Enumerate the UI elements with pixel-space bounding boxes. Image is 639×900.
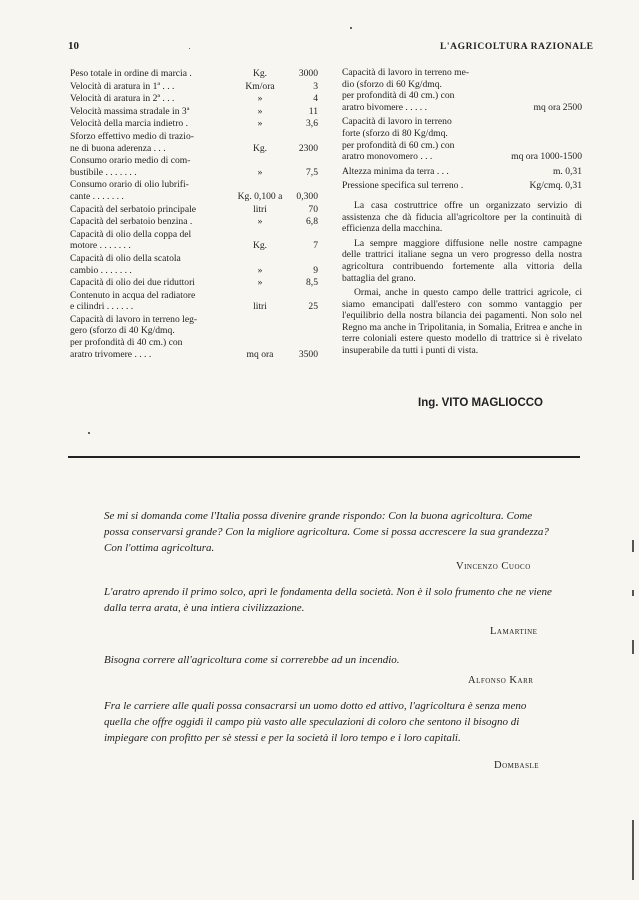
spec-value: 4	[313, 93, 318, 105]
spec-label	[70, 314, 236, 360]
spec-value: 11	[308, 105, 318, 117]
spec-label	[70, 216, 236, 228]
spec-value: 3,6	[306, 118, 318, 130]
spec-value: 3000	[298, 68, 318, 79]
label-line: Consumo orario di olio lubrifi-	[70, 179, 189, 191]
spec-unit: litri	[253, 301, 267, 313]
spec-unit: »	[257, 264, 263, 276]
label-line: ne di buona aderenza . . .	[70, 142, 166, 154]
label-line: dio (sforzo di 60 Kg/dmq.	[342, 78, 442, 90]
label-line: aratro trivomere . . . .	[70, 348, 152, 360]
spec-row	[70, 131, 318, 154]
spec-unit: Kg.	[252, 240, 268, 252]
spec-row	[70, 118, 318, 130]
spec-row	[70, 155, 318, 178]
print-speck	[350, 27, 352, 29]
running-title: L'AGRICOLTURA RAZIONALE	[440, 42, 594, 52]
spec-row	[70, 290, 318, 313]
label-line: Sforzo effettivo medio di trazio-	[70, 130, 194, 142]
spec-row	[70, 253, 318, 276]
quote-lamartine: L'aratro aprendo il primo solco, aprì le fondamenta della società. Non è il solo frumento che ne viene dalla terra arata, è una intiera civilizzazione.	[104, 586, 552, 614]
quote-cuoco: Se mi si domanda come l'Italia possa divenire grande rispondo: Con la buona agricoltura. Come possa conservarsi grande? Con la migliore agricoltura. Come si possa accrescere la sua grandezza? Con l'ottima agricoltura.	[104, 510, 549, 554]
label-line: Velocità massima stradale in 3ª	[70, 105, 190, 117]
spec-value: 7	[313, 240, 318, 252]
specs-left-column	[70, 67, 318, 360]
spec-value: 70	[308, 203, 318, 215]
quote-author-cuoco: Vincenzo Cuoco	[456, 561, 531, 572]
spec-row	[70, 229, 318, 252]
label-line: Peso totale in ordine di marcia .	[70, 68, 192, 79]
label-line: per profondità di 60 cm.) con	[342, 139, 455, 151]
spec-unit: Kg. 0,100 a	[237, 190, 283, 202]
spec-row	[342, 67, 582, 113]
spec-label	[70, 106, 236, 118]
specs-right-column	[342, 67, 582, 360]
quote-author-lamartine: Lamartine	[490, 626, 538, 637]
spec-unit: mq ora	[246, 348, 274, 360]
spec-value: mq ora 1000-1500	[511, 151, 582, 163]
spec-unit: Kg.	[252, 68, 268, 79]
spec-unit: »	[257, 216, 263, 228]
spec-label	[70, 131, 236, 154]
section-divider	[68, 456, 580, 458]
spec-label	[342, 166, 553, 178]
spec-row	[342, 116, 582, 162]
spec-row	[70, 179, 318, 202]
margin-mark	[632, 820, 634, 880]
spec-label	[70, 229, 236, 252]
margin-mark	[632, 640, 634, 654]
spec-value: 6,8	[306, 216, 318, 228]
quote-author-karr: Alfonso Karr	[468, 675, 534, 686]
spec-value: 8,5	[306, 277, 318, 289]
spec-label	[70, 253, 236, 276]
spec-label	[70, 290, 236, 313]
label-line: e cilindri . . . . . .	[70, 301, 134, 313]
spec-unit: Km/ora	[245, 80, 275, 92]
quote-karr: Bisogna correre all'agricoltura come si correrebbe ad un incendio.	[104, 654, 400, 666]
spec-label	[70, 155, 236, 178]
quote-author-dombasle: Dombasle	[494, 760, 540, 771]
spec-value: 3500	[298, 348, 318, 360]
author-signature: Ing. VITO MAGLIOCCO	[418, 397, 544, 409]
spec-value: 7,5	[306, 166, 318, 178]
spec-label	[70, 277, 236, 289]
spec-row	[342, 166, 582, 178]
paragraph: La casa costruttrice offre un organizzato servizio di assistenza che dà fiducia all'agricoltore per la continuità di efficienza della macchina.	[342, 199, 582, 235]
label-line: Altezza minima da terra . . .	[342, 165, 449, 177]
label-line: Capacità di lavoro in terreno	[342, 116, 452, 128]
label-line: Capacità di lavoro in terreno leg-	[70, 313, 198, 325]
spec-value: 25	[308, 301, 318, 313]
spec-value: 9	[313, 264, 318, 276]
margin-mark	[632, 540, 634, 552]
margin-mark	[632, 590, 634, 596]
spec-value: m. 0,31	[552, 165, 582, 177]
spec-unit: Kg.	[252, 142, 268, 154]
label-line: aratro bivomere . . . . .	[342, 101, 427, 113]
specs-right-table	[342, 67, 582, 192]
label-line: Pressione specifica sul terreno .	[342, 180, 464, 192]
label-line: Capacità del serbatoio benzina .	[70, 216, 193, 228]
label-line: Velocità di aratura in 2ª . . .	[70, 93, 175, 105]
label-line: Capacità di lavoro in terreno me-	[342, 67, 470, 78]
spec-label	[342, 116, 511, 162]
label-line: cambio . . . . . . .	[70, 264, 132, 276]
label-line: per profondità di 40 cm.) con	[342, 90, 455, 102]
print-speck	[189, 48, 190, 49]
spec-value: 2300	[298, 142, 318, 154]
label-line: bustibile . . . . . . .	[70, 166, 137, 178]
label-line: Capacità di olio della coppa del	[70, 228, 192, 240]
label-line: Velocità di aratura in 1ª . . .	[70, 80, 175, 92]
article-paragraphs	[342, 200, 582, 357]
spec-value: 0,300	[296, 190, 318, 202]
spec-value: Kg/cmq. 0,31	[529, 180, 582, 192]
spec-unit: »	[257, 118, 263, 130]
spec-unit: litri	[253, 203, 267, 215]
spec-unit: »	[257, 105, 263, 117]
paragraph: Ormai, anche in questo campo delle trattrici agricole, ci siamo emancipati dall'estero con sommo vantaggio per l'equilibrio della nostra bilancia dei pagamenti. Non solo nel Regno ma anche in Tripolitania, in Somalia, Eritrea e anche in terre coloniali estere questo modello di trattrice si è rivelato insuperabile da tutti i punti di vista.	[342, 287, 582, 357]
spec-unit: »	[257, 277, 263, 289]
label-line: Velocità della marcia indietro .	[70, 118, 189, 130]
spec-label	[70, 68, 236, 80]
page-number: 10	[68, 40, 79, 52]
spec-value: mq ora 2500	[533, 101, 582, 113]
label-line: Capacità del serbatoio principale	[70, 203, 196, 215]
spec-label	[70, 118, 236, 130]
label-line: forte (sforzo di 80 Kg/dmq.	[342, 127, 448, 139]
paragraph: La sempre maggiore diffusione nelle nostre campagne delle trattrici italiane segna un vero progresso della nostra agricoltura contribuendo fortemente alla vittoria della battaglia del grano.	[342, 237, 582, 284]
label-line: gero (sforzo di 40 Kg/dmq.	[70, 325, 175, 337]
label-line: Contenuto in acqua del radiatore	[70, 289, 196, 301]
spec-label	[70, 93, 236, 105]
spec-label	[342, 67, 534, 113]
spec-label	[70, 179, 236, 202]
spec-row	[70, 204, 318, 216]
spec-unit: »	[257, 166, 263, 178]
spec-label	[70, 81, 236, 93]
quote-dombasle: Fra le carriere alle quali possa consacrarsi un uomo dotto ed attivo, l'agricoltura è senza meno quella che offre oggidì il campo più vasto alle speculazioni di coloro che sentono il bisogno di impiegare con profitto per sè stessi e per la società il loro tempo e i loro capitali.	[104, 700, 527, 744]
label-line: cante . . . . . . .	[70, 190, 124, 202]
spec-row	[70, 81, 318, 93]
spec-row	[70, 93, 318, 105]
spec-row	[70, 314, 318, 360]
label-line: Consumo orario medio di com-	[70, 155, 191, 167]
label-line: per profondità di 40 cm.) con	[70, 337, 183, 349]
label-line: Capacità di olio della scatola	[70, 252, 181, 264]
spec-row	[70, 277, 318, 289]
print-speck	[88, 432, 90, 434]
label-line: aratro monovomero . . .	[342, 151, 433, 163]
spec-label	[342, 180, 530, 192]
spec-unit: »	[257, 93, 263, 105]
spec-row	[70, 106, 318, 118]
spec-row	[70, 68, 318, 80]
label-line: motore . . . . . . .	[70, 240, 131, 252]
spec-value: 3	[313, 80, 318, 92]
label-line: Capacità di olio dei due riduttori	[70, 277, 195, 289]
spec-label	[70, 204, 236, 216]
spec-row	[70, 216, 318, 228]
spec-row	[342, 180, 582, 192]
